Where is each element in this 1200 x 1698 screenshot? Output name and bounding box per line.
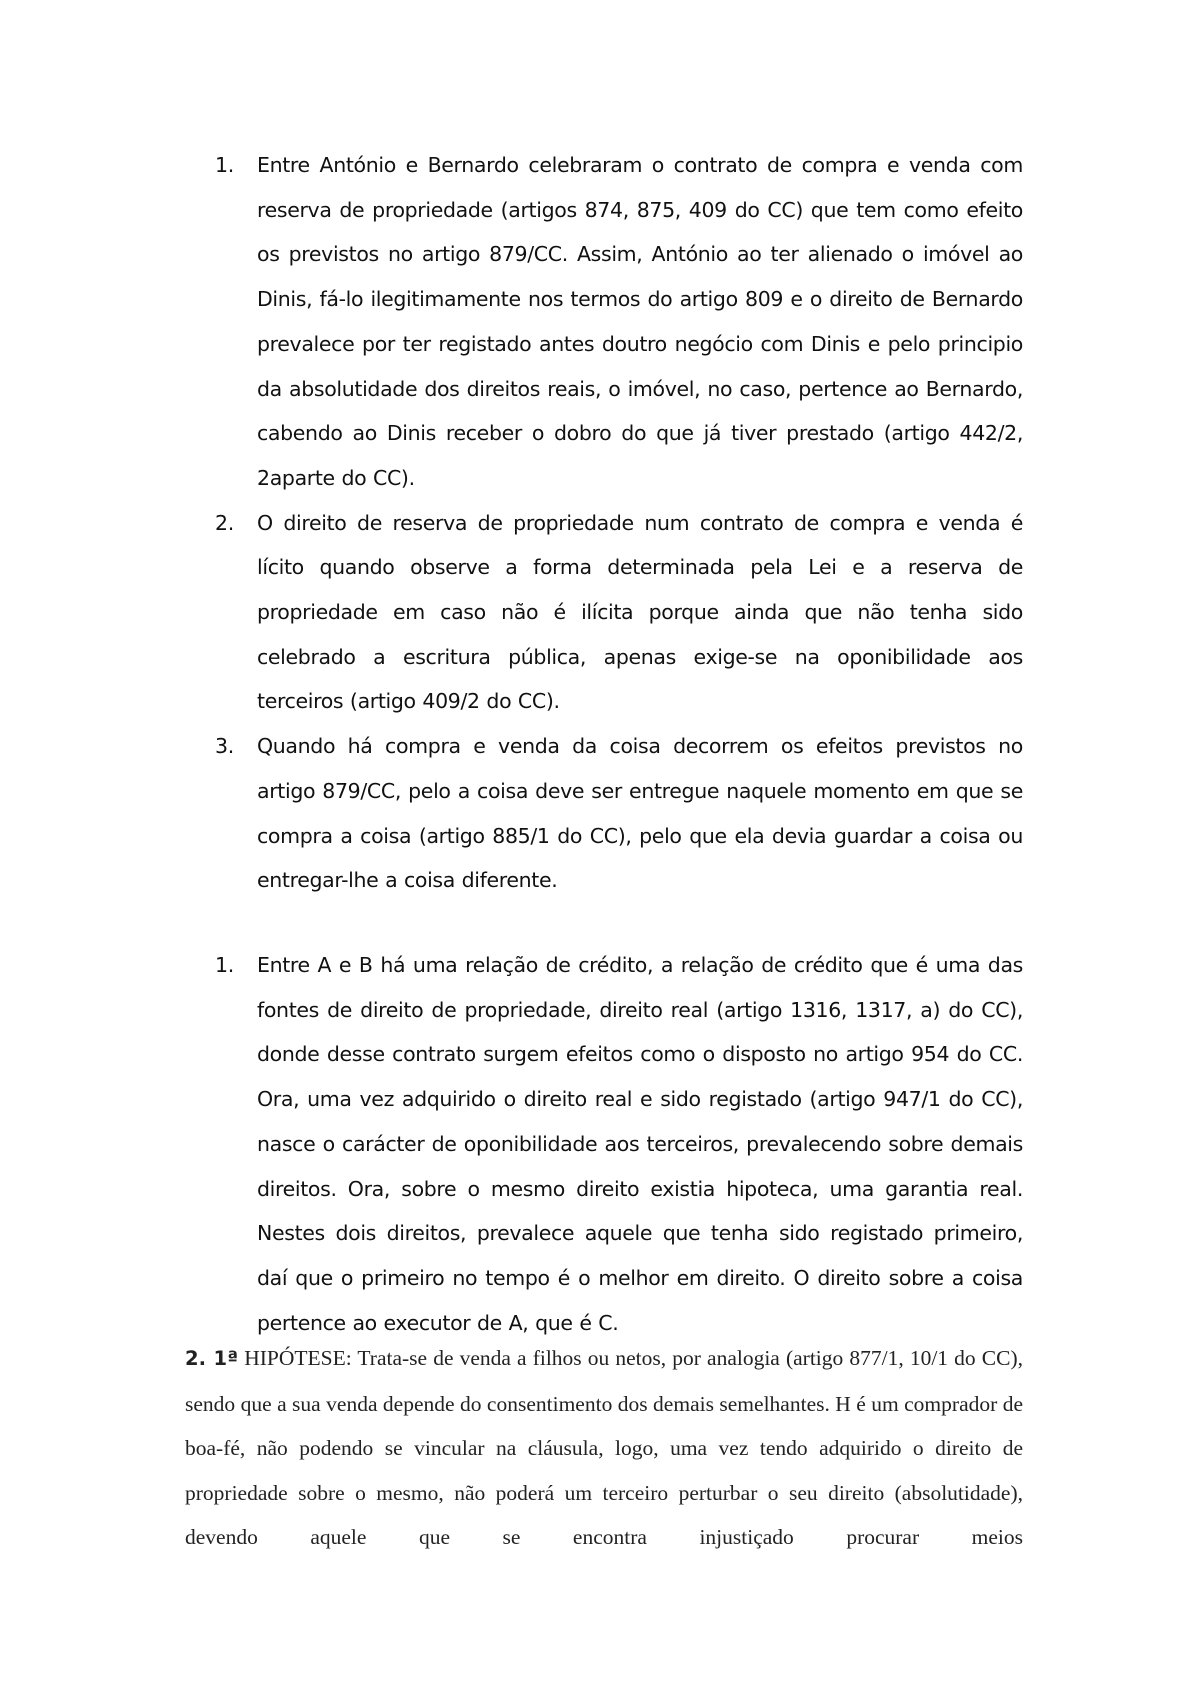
list-item [215,943,1023,1345]
hypothesis-label: HIPÓTESE: [244,1346,352,1370]
item-text: O direito de reserva de propriedade num contrato de compra e venda é lícito quando observe a forma determinada pela Lei e a reserva de propriedade em caso não é ilícita porque ainda que não tenha sido celebrado a escritura pública, apenas exige-se na oponibilidade aos terceiros (artigo 409/2 do CC). [257,510,1023,714]
answer-list-2 [215,943,1023,1345]
item-text: Quando há compra e venda da coisa decorrem os efeitos previstos no artigo 879/CC, pelo a coisa deve ser entregue naquele momento em que se compra a coisa (artigo 885/1 do CC), pelo que ela devia guardar a coisa ou entregar-lhe a coisa diferente. [257,734,1023,893]
list-item [215,143,1023,501]
item-number: 3. [215,734,234,759]
paragraph-text: Trata-se de venda a filhos ou netos, por analogia (artigo 877/1, 10/1 do CC), sendo que a sua venda depende do consentimento dos demais semelhantes. H é um comprador de boa-fé, não podendo se vincular na cláusula, logo, uma vez tendo adquirido o direito de propriedade sobre o mesmo, não poderá um terceiro perturbar o seu direito (absolutidade), devendo aquele que se encontra injustiçado procurar meios [185,1346,1023,1549]
item-number: 1. [215,153,234,177]
item-number: 1. [215,953,234,977]
item-text: Entre A e B há uma relação de crédito, a relação de crédito que é uma das fontes de direito de propriedade, direito real (artigo 1316, 1317, a) do CC), donde desse contrato surgem efeitos como o disposto no artigo 954 do CC. Ora, uma vez adquirido o direito real e sido registado (artigo 947/1 do CC), nasce o carácter de oponibilidade aos terceiros, prevalecendo sobre demais direitos. Ora, sobre o mesmo direito existia hipoteca, uma garantia real. Nestes dois direitos, prevalece aquele que tenha sido registado primeiro, daí que o primeiro no tempo é o melhor em direito. O direito sobre a coisa pertence ao executor de A, que é C. [257,953,1023,1335]
item-number: 2. [215,510,234,535]
item-text: Entre António e Bernardo celebraram o contrato de compra e venda com reserva de propriedade (artigos 874, 875, 409 do CC) que tem como efeito os previstos no artigo 879/CC. Assim, António ao ter alienado o imóvel ao Dinis, fá-lo ilegitimamente nos termos do artigo 809 e o direito de Bernardo prevalece por ter registado antes doutro negócio com Dinis e pelo principio da absolutidade dos direitos reais, o imóvel, no caso, pertence ao Bernardo, cabendo ao Dinis receber o dobro do que já tiver prestado (artigo 442/2, 2aparte do CC). [257,153,1023,490]
list-item [215,501,1023,725]
paragraph-lead: 2. 1ª [185,1347,239,1370]
answer-list-1 [215,143,1023,903]
list-item [215,724,1023,903]
hypothesis-paragraph [185,1336,1023,1560]
